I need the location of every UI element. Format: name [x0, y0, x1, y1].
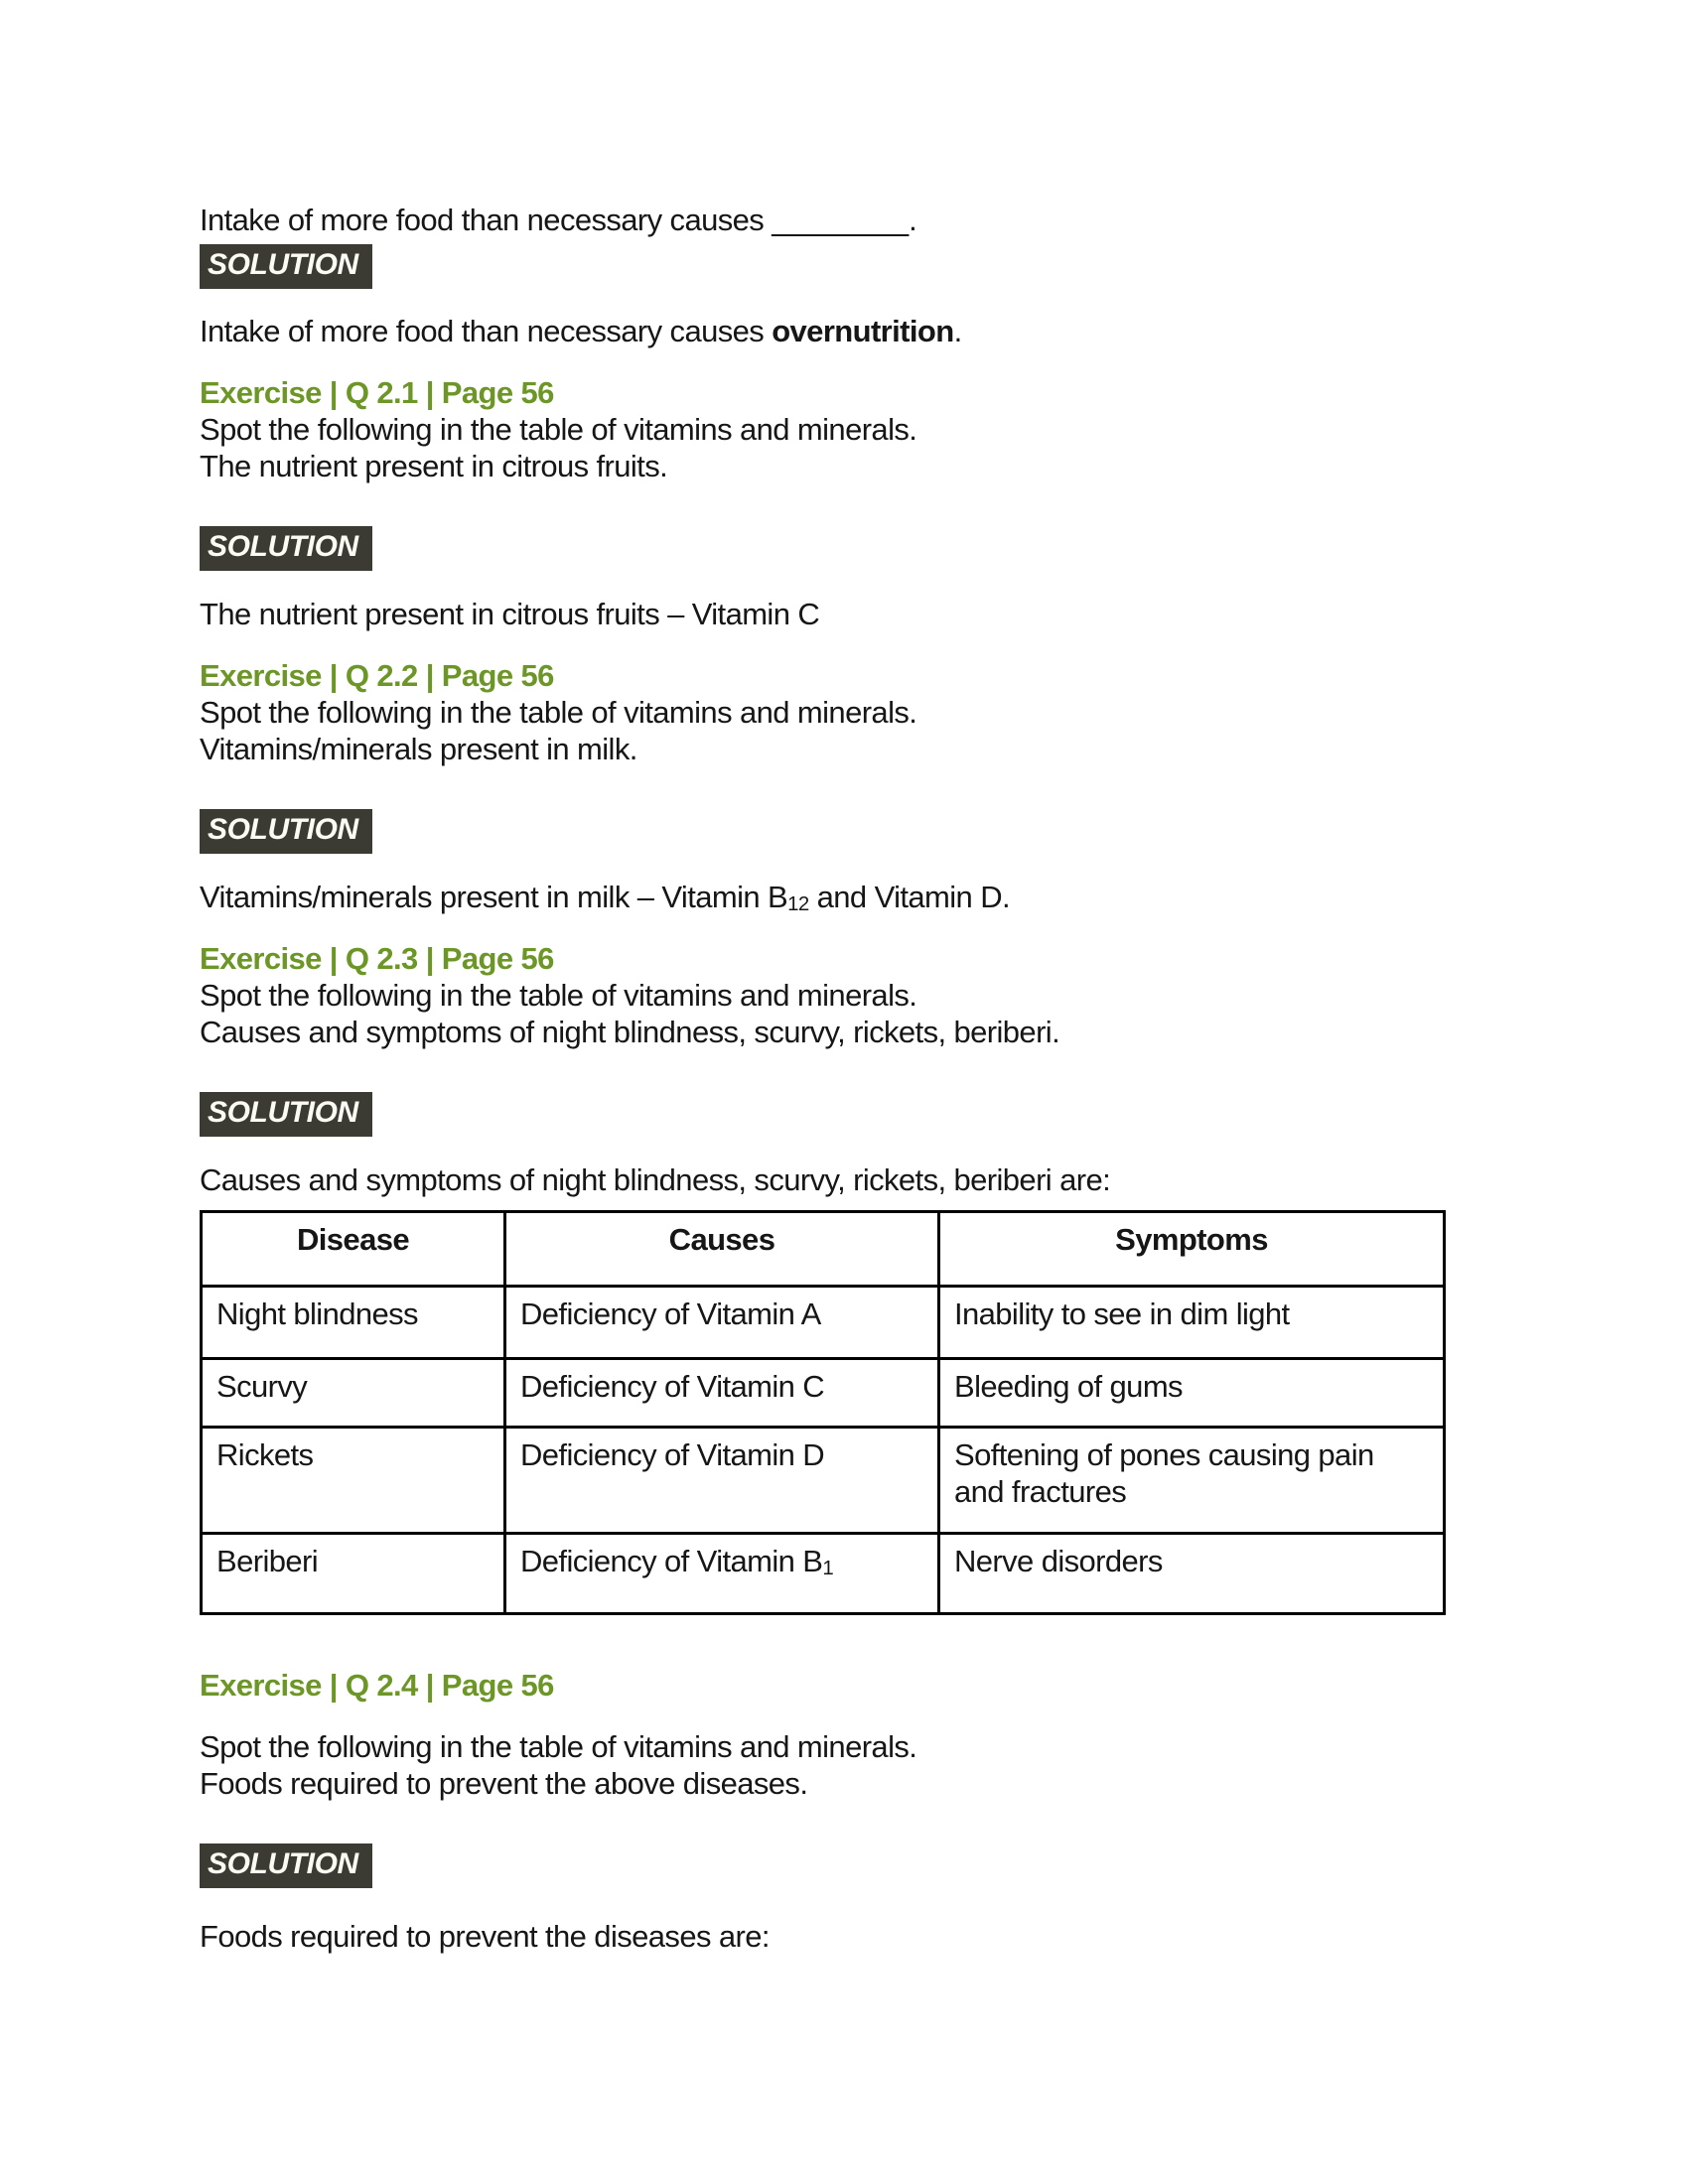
table-row	[202, 1287, 1445, 1359]
blank-line: ________	[772, 203, 910, 237]
question-line: Spot the following in the table of vitamins and minerals.	[200, 978, 917, 1013]
question-line: Foods required to prevent the above diseases.	[200, 1766, 808, 1801]
cell-causes-text: Deficiency of Vitamin D	[520, 1437, 825, 1472]
solution-badge: SOLUTION	[200, 1092, 372, 1137]
cell-causes-text: Deficiency of Vitamin A	[520, 1297, 821, 1331]
exercise-q2-1	[200, 374, 1443, 484]
cell-symptoms: Inability to see in dim light	[939, 1287, 1445, 1359]
exercise-heading: Exercise | Q 2.1 | Page 56	[200, 375, 554, 410]
cell-disease: Beriberi	[202, 1534, 505, 1614]
table-header-disease: Disease	[202, 1212, 505, 1287]
table-row	[202, 1428, 1445, 1534]
question-line: The nutrient present in citrous fruits.	[200, 449, 668, 483]
exercise-q2-4-question	[200, 1728, 1443, 1802]
answer-intro: Causes and symptoms of night blindness, scurvy, rickets, beriberi are:	[200, 1162, 1111, 1197]
solution-badge: SOLUTION	[200, 1843, 372, 1888]
cell-causes	[505, 1534, 939, 1614]
cell-causes-text: Deficiency of Vitamin B	[520, 1544, 823, 1578]
answer-text	[200, 879, 1443, 915]
question-line: Spot the following in the table of vitamins and minerals.	[200, 412, 917, 447]
cell-symptoms: Nerve disorders	[939, 1534, 1445, 1614]
exercise-heading: Exercise | Q 2.4 | Page 56	[200, 1668, 554, 1703]
cell-causes-subscript: 1	[822, 1556, 834, 1579]
table-row	[202, 1359, 1445, 1428]
exercise-heading: Exercise | Q 2.2 | Page 56	[200, 658, 554, 693]
solution-badge: SOLUTION	[200, 809, 372, 854]
table-row	[202, 1534, 1445, 1614]
vitamins-table	[200, 1210, 1446, 1615]
table-header-causes: Causes	[505, 1212, 939, 1287]
answer-prefix: Vitamins/minerals present in milk – Vitamin B	[200, 880, 788, 914]
cell-disease: Night blindness	[202, 1287, 505, 1359]
answer-intro: Foods required to prevent the diseases are:	[200, 1919, 770, 1954]
table-header-row	[202, 1212, 1445, 1287]
cell-causes	[505, 1428, 939, 1534]
question-line: Vitamins/minerals present in milk.	[200, 732, 637, 766]
answer-suffix: .	[953, 314, 962, 348]
question-line: Causes and symptoms of night blindness, scurvy, rickets, beriberi.	[200, 1015, 1060, 1049]
question-line: Spot the following in the table of vitamins and minerals.	[200, 1729, 917, 1764]
question-suffix: .	[909, 203, 917, 237]
question-text	[200, 202, 1443, 238]
question-prefix: Intake of more food than necessary causes	[200, 203, 773, 237]
cell-causes	[505, 1359, 939, 1428]
cell-symptoms: Bleeding of gums	[939, 1359, 1445, 1428]
table-header-symptoms: Symptoms	[939, 1212, 1445, 1287]
cell-disease: Scurvy	[202, 1359, 505, 1428]
cell-disease: Rickets	[202, 1428, 505, 1534]
answer-suffix: and Vitamin D.	[808, 880, 1011, 914]
answer-text	[200, 313, 1443, 349]
vitamin-b12-subscript: 12	[787, 891, 809, 915]
document-content	[200, 202, 1443, 1955]
question-line: Spot the following in the table of vitamins and minerals.	[200, 695, 917, 730]
solution-badge: SOLUTION	[200, 244, 372, 289]
answer-bold-word: overnutrition	[772, 314, 954, 348]
cell-symptoms: Softening of pones causing pain and fractures	[939, 1428, 1445, 1534]
exercise-heading: Exercise | Q 2.3 | Page 56	[200, 941, 554, 976]
exercise-q2-3	[200, 940, 1443, 1050]
solution-badge: SOLUTION	[200, 526, 372, 571]
answer-prefix: Intake of more food than necessary causes	[200, 314, 773, 348]
cell-causes-text: Deficiency of Vitamin C	[520, 1369, 825, 1404]
exercise-q2-2	[200, 657, 1443, 767]
cell-causes	[505, 1287, 939, 1359]
answer-text: The nutrient present in citrous fruits – Vitamin C	[200, 597, 820, 631]
